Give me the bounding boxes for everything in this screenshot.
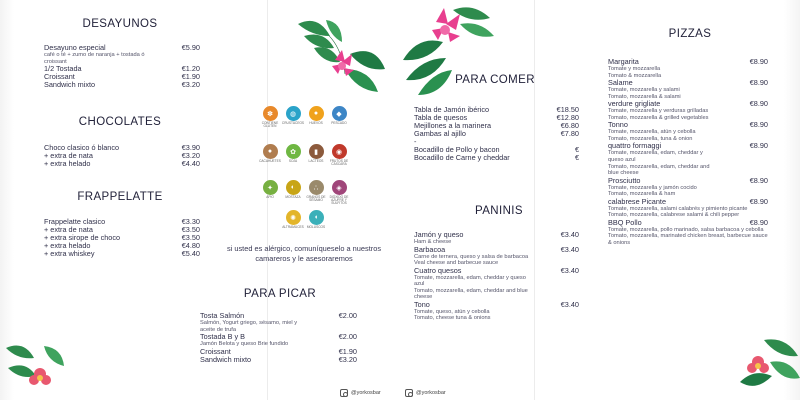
desayunos-list [44, 44, 200, 89]
item-name: Salame [608, 78, 633, 88]
item-name: Sandwich mixto [44, 80, 96, 90]
item-price: €1.20 [181, 64, 200, 74]
allergen-label: CONTIENE GLUTEN [261, 121, 279, 129]
item-price: €1.90 [338, 346, 357, 356]
list-item [608, 142, 768, 176]
list-item [44, 160, 200, 168]
allergen-label: HUEVOS [309, 121, 323, 125]
allergen-label: MOLUSCOS [306, 225, 326, 229]
instagram-handle[interactable] [340, 389, 381, 397]
sulphites-icon: ◈ [332, 180, 347, 195]
item-description: Tomate, mozzarella, atún y cebolla Tomato, mozzarella, tuna & onion [608, 129, 696, 142]
item-price: €8.90 [749, 99, 768, 109]
item-price: €3.40 [560, 299, 579, 309]
item-price: €3.40 [560, 265, 579, 275]
item-price: €12.80 [556, 113, 579, 123]
item-description: Tomate, mozzarella y jamón cocido Tomato, mozzarella & ham [608, 184, 697, 198]
item-name: Gambas al ajillo [414, 129, 466, 139]
item-name: Mejillones a la marinera [414, 121, 492, 131]
item-price: €3.40 [560, 244, 579, 254]
item-name: calabrese Picante [608, 196, 667, 206]
frappelatte-list [44, 218, 200, 258]
para-picar-title: PARA PICAR [243, 288, 317, 300]
item-name: Tostada B y B [200, 332, 246, 342]
item-name: quattro formaggi [608, 141, 662, 151]
item-description: Tomate, queso, atún y cebolla Tomato, cheese tuna & onions [414, 308, 491, 322]
nuts-icon: ◉ [332, 144, 347, 159]
allergen-label: DIÓXIDO DE AZUFRE Y SULFITOS [329, 195, 349, 206]
pizzas-list [608, 58, 768, 247]
peanuts-icon: ● [263, 144, 278, 159]
item-price: €8.90 [749, 120, 768, 130]
item-price: €5.90 [181, 43, 200, 52]
chocolates-title: CHOCOLATES [78, 116, 162, 128]
allergen-item [326, 106, 352, 125]
allergen-item [303, 210, 329, 229]
item-name: Croissant [44, 72, 75, 82]
item-description: Tomate, mozzarella, edam, cheddar y queso azul Tomato, mozzarella, edam, cheddar and blue cheese [414, 274, 528, 301]
item-description: Tomate y mozzarella Tomato & mozzarella [608, 66, 662, 79]
instagram-icon [340, 389, 348, 397]
item-name: BBQ Pollo [608, 217, 642, 227]
item-name: 1/2 Tostada [44, 64, 82, 74]
instagram-handle-text: @yorkosbar [416, 390, 446, 396]
item-name: Cuatro quesos [414, 265, 462, 275]
item-description: Ham & cheese [414, 239, 452, 246]
paninis-list [414, 231, 579, 322]
sesame-icon: ∴ [309, 180, 324, 195]
list-item [200, 333, 357, 348]
item-price: €1.90 [181, 72, 200, 82]
item-description: café o té + zumo de naranja + tostada ó croissant [44, 52, 145, 65]
item-name: + extra whiskey [44, 249, 95, 259]
item-name: + extra helado [44, 241, 91, 251]
instagram-handle[interactable] [405, 389, 446, 397]
desayunos-title: DESAYUNOS [82, 18, 158, 30]
item-description: Jamón Belota y queso Brie fundido [200, 341, 289, 348]
list-item [44, 44, 200, 65]
molluscs-icon: ◖ [309, 210, 324, 225]
item-name: + extra sirope de choco [44, 233, 121, 243]
list-item [414, 246, 579, 267]
list-item [414, 231, 579, 246]
allergy-note: si usted es alérgico, comuníqueselo a nuestros camareros y le asesoraremos [226, 244, 382, 263]
item-name: + extra de nata [44, 225, 93, 235]
allergen-label: ALTRAMUCES [282, 225, 304, 229]
item-price: €4.80 [181, 241, 200, 251]
item-name: Tonno [608, 120, 628, 130]
item-price: €8.90 [749, 78, 768, 88]
item-price: €6.80 [560, 121, 579, 131]
list-item [200, 312, 357, 333]
allergen-label: SOJA [288, 159, 298, 163]
list-item [608, 198, 768, 219]
list-item [414, 301, 579, 322]
item-price: €2.00 [338, 332, 357, 342]
lupin-icon: ✺ [286, 210, 301, 225]
item-price: €8.90 [749, 196, 768, 206]
item-price: €3.20 [181, 151, 200, 161]
item-name: + extra de nata [44, 151, 93, 161]
list-item [608, 100, 768, 121]
allergen-label: APIO [266, 195, 274, 199]
item-price: € [574, 153, 579, 163]
item-price: € [574, 145, 579, 155]
item-name: Croissant [200, 346, 231, 356]
list-item [608, 121, 768, 142]
item-name: Bocadillo de Pollo y bacon [414, 145, 500, 155]
list-item [414, 267, 579, 301]
list-item [414, 154, 579, 162]
item-name: Tono [414, 299, 430, 309]
item-name: + extra helado [44, 159, 91, 169]
paninis-title: PANINIS [475, 205, 523, 217]
item-price: €18.50 [556, 105, 579, 114]
allergen-label: CACAHUETES [259, 159, 281, 163]
allergen-label: FRUTOS DE CÁSCARA [329, 159, 349, 167]
item-price: €8.90 [749, 175, 768, 185]
allergen-label: LACTEOS [308, 159, 324, 163]
instagram-handle-text: @yorkosbar [351, 390, 381, 396]
list-item [608, 79, 768, 100]
item-price: €8.90 [749, 217, 768, 227]
item-price: €8.90 [749, 141, 768, 151]
list-item [414, 130, 579, 138]
fold-line [534, 0, 535, 400]
item-price: €3.40 [560, 230, 579, 239]
item-name: Sandwich mixto [200, 354, 252, 364]
tropical-leaves-bottom-left-icon [4, 338, 66, 400]
allergen-label: CRUSTÁCEOS [281, 121, 305, 125]
list-item [44, 250, 200, 258]
soy-icon: ✿ [286, 144, 301, 159]
para-comer-list [414, 106, 579, 162]
item-price: €3.50 [181, 233, 200, 243]
item-name: Jamón y queso [414, 230, 464, 239]
item-name: - [414, 137, 417, 147]
item-price: €7.80 [560, 129, 579, 139]
item-price: €3.50 [181, 225, 200, 235]
item-name: Prosciutto [608, 175, 641, 185]
item-description: Carne de ternera, queso y salsa de barbacoa Veal cheese and barbecue sauce [414, 253, 529, 267]
allergen-label: GRANOS DE SÉSAMO [306, 195, 326, 203]
item-description: Tomate, mozzarella, salami calabrés y pimiento picante Tomato, mozzarella, calabrese salami & chili pepper [608, 205, 748, 219]
item-name: verdure grigliate [608, 99, 661, 109]
item-description: Tomate, mozzarella, edam, cheddar y queso azul Tomato, mozzarella, edam, cheddar and blue cheese [608, 150, 710, 177]
mustard-icon: ◐ [286, 180, 301, 195]
celery-icon: ✦ [263, 180, 278, 195]
item-name: Tosta Salmón [200, 311, 245, 320]
allergen-item [326, 180, 352, 206]
item-price: €4.40 [181, 159, 200, 169]
list-item [200, 356, 357, 364]
item-name: Bocadillo de Carne y cheddar [414, 153, 510, 163]
tropical-leaves-center-left-icon [290, 14, 390, 109]
item-name: Desayuno especial [44, 43, 106, 52]
item-description: Salmón, Yogurt griego, sésamo, miel y aceite de trufa [200, 320, 298, 333]
gluten-icon: ✽ [263, 106, 278, 121]
list-item [44, 81, 200, 89]
dairy-icon: ▮ [309, 144, 324, 159]
item-description: Tomate, mozzarella y verduras grilladas Tomato, mozzarella & grilled vegetables [608, 108, 709, 121]
item-price: €8.90 [749, 57, 768, 66]
para-picar-list [200, 312, 357, 364]
item-price: €2.00 [338, 311, 357, 320]
item-name: Tabla de quesos [414, 113, 468, 123]
fish-icon: ◆ [332, 106, 347, 121]
item-price: €3.90 [181, 143, 200, 152]
item-description: Tomate, mozzarella y salami Tomato, mozzarella & salami [608, 87, 681, 100]
list-item [608, 177, 768, 198]
instagram-icon [405, 389, 413, 397]
item-price: €3.30 [181, 217, 200, 226]
item-name: Margarita [608, 57, 639, 66]
item-price: €3.20 [338, 354, 357, 364]
item-name: Frappelatte clasico [44, 217, 106, 226]
item-price: €5.40 [181, 249, 200, 259]
tropical-leaves-bottom-right-icon [734, 332, 800, 400]
allergen-item [326, 144, 352, 166]
crustaceans-icon: ◍ [286, 106, 301, 121]
item-name: Choco clasico ó blanco [44, 143, 120, 152]
pizzas-title: PIZZAS [668, 28, 712, 40]
item-name: Barbacoa [414, 244, 446, 254]
item-description: Tomate, mozzarella, pollo marinado, salsa barbacoa y cebolla Tomato, mozzarella, marinated chicken breast, barbecue sauce & onions [608, 226, 768, 246]
frappelatte-title: FRAPPELATTE [77, 191, 163, 203]
item-name: Tabla de Jamón ibérico [414, 105, 490, 114]
list-item [608, 219, 768, 247]
allergen-label: MOSTAZA [285, 195, 301, 199]
chocolates-list [44, 144, 200, 168]
allergen-label: PESCADO [331, 121, 347, 125]
item-price: €3.20 [181, 80, 200, 90]
para-comer-title: PARA COMER [455, 74, 535, 86]
list-item [608, 58, 768, 79]
eggs-icon: ● [309, 106, 324, 121]
